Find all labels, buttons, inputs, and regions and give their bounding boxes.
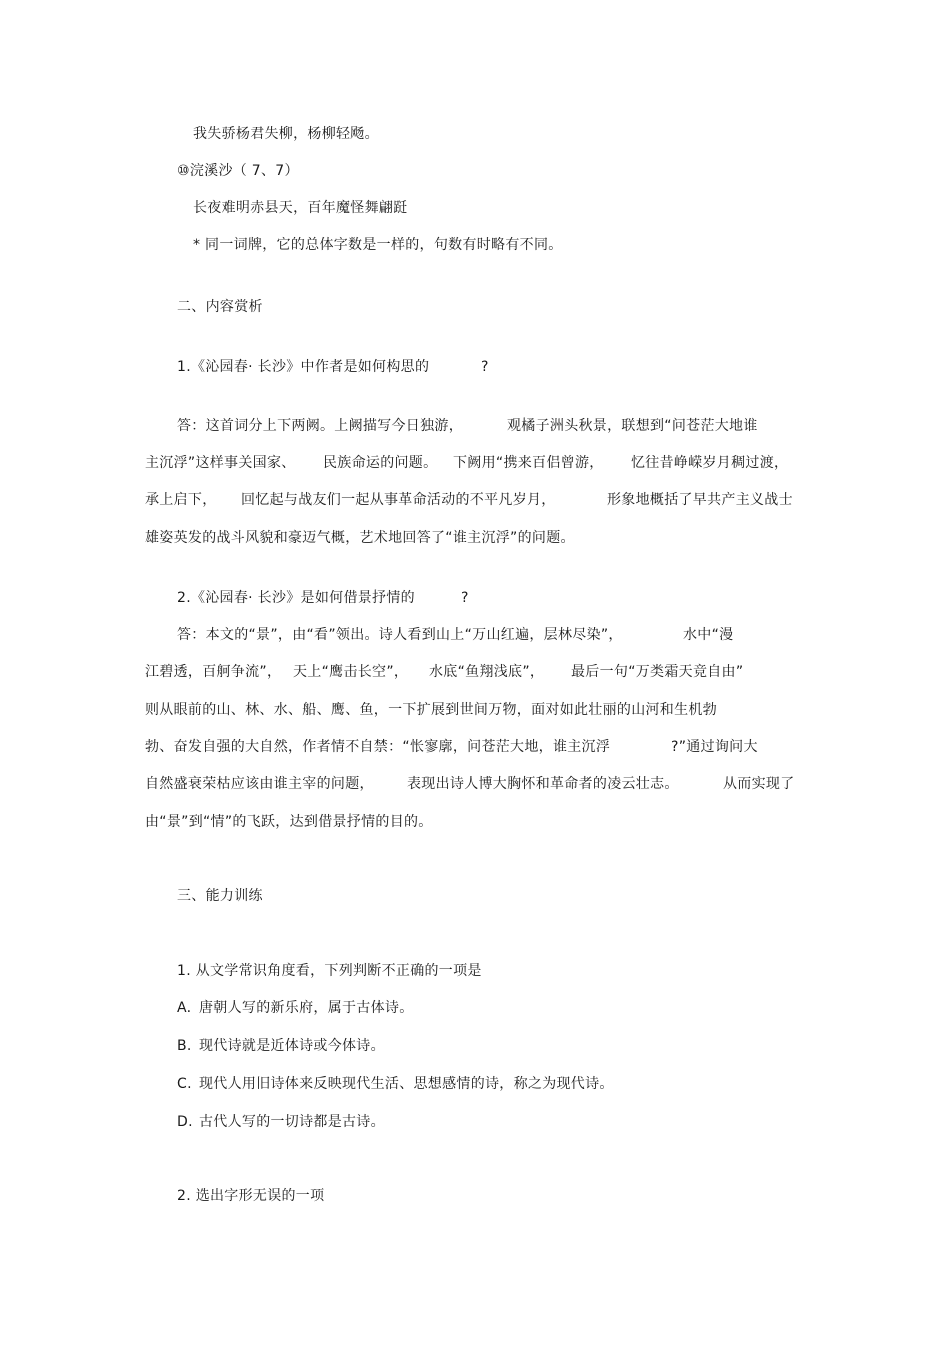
answer-segment: 最后一句“万类霜天竞自由” xyxy=(571,664,744,680)
answer-segment: 主沉浮”这样事关国家、 xyxy=(145,455,296,471)
option-text: 古代人写的一切诗都是古诗。 xyxy=(199,1114,385,1130)
cipai-example-label: ⑩浣溪沙（ 7、7） xyxy=(177,163,299,179)
answer-segment: 表现出诗人博大胸怀和革命者的凌云壮志。 xyxy=(407,776,679,792)
question: 2. 选出字形无误的一项 xyxy=(177,1188,325,1204)
cipai-note: * 同一词牌，它的总体字数是一样的，句数有时略有不同。 xyxy=(193,237,563,253)
answer-segment: 答：本文的“景”，由“看”领出。诗人看到山上“万山红遍，层林尽染”， xyxy=(177,627,623,643)
answer-segment: 水底“鱼翔浅底”， xyxy=(429,664,545,680)
poem-line: 我失骄杨君失柳，杨柳轻飏。 xyxy=(193,126,379,142)
option-text: 现代诗就是近体诗或今体诗。 xyxy=(199,1038,385,1054)
question-text: 1.《沁园春· 长沙》中作者是如何构思的 xyxy=(177,359,430,375)
answer-segment: 自然盛衰荣枯应该由谁主宰的问题， xyxy=(145,776,374,792)
answer-segment: 天上“鹰击长空”， xyxy=(293,664,409,680)
option-letter: A. xyxy=(177,1000,192,1016)
option-letter: D. xyxy=(177,1114,193,1130)
answer-line: 雄姿英发的战斗风貌和豪迈气概，艺术地回答了“谁主沉浮”的问题。 xyxy=(145,530,575,546)
answer-segment: 观橘子洲头秋景，联想到“问苍茫大地谁 xyxy=(507,418,758,434)
answer-segment: 承上启下， xyxy=(145,492,217,508)
answer-segment: 勃、奋发自强的大自然，作者情不自禁：“怅寥廓，问苍茫大地，谁主沉浮 xyxy=(145,739,611,755)
option-text: 现代人用旧诗体来反映现代生活、思想感情的诗，称之为现代诗。 xyxy=(199,1076,614,1092)
answer-line: 由“景”到“情”的飞跃，达到借景抒情的目的。 xyxy=(145,814,433,830)
answer-segment: 民族命运的问题。 xyxy=(323,455,438,471)
answer-segment: 江碧透，百舸争流”， xyxy=(145,664,282,680)
answer-segment: 答：这首词分上下两阙。上阙描写今日独游， xyxy=(177,418,463,434)
poem-line: 长夜难明赤县天，百年魔怪舞翩跹 xyxy=(193,200,408,216)
answer-segment: 形象地概括了早共产主义战士 xyxy=(607,492,793,508)
answer-segment: 回忆起与战友们一起从事革命活动的不平凡岁月， xyxy=(241,492,556,508)
answer-segment: 下阙用“携来百侣曾游， xyxy=(453,455,604,471)
option-letter: C. xyxy=(177,1076,192,1092)
answer-segment: 忆往昔峥嵘岁月稠过渡， xyxy=(631,455,789,471)
answer-segment: 水中“漫 xyxy=(683,627,734,643)
answer-segment: ?”通过询问大 xyxy=(671,739,758,755)
question-text: 2.《沁园春· 长沙》是如何借景抒情的 xyxy=(177,590,415,606)
question-mark: ? xyxy=(481,359,489,375)
question: 1. 从文学常识角度看，下列判断不正确的一项是 xyxy=(177,963,482,979)
option-text: 唐朝人写的新乐府，属于古体诗。 xyxy=(199,1000,414,1016)
section-heading: 三、能力训练 xyxy=(177,888,263,904)
answer-segment: 从而实现了 xyxy=(723,776,795,792)
answer-line: 则从眼前的山、林、水、船、鹰、鱼，一下扩展到世间万物，面对如此壮丽的山河和生机勃 xyxy=(145,702,717,718)
question-mark: ? xyxy=(461,590,469,606)
option-letter: B. xyxy=(177,1038,192,1054)
section-heading: 二、内容赏析 xyxy=(177,299,263,315)
